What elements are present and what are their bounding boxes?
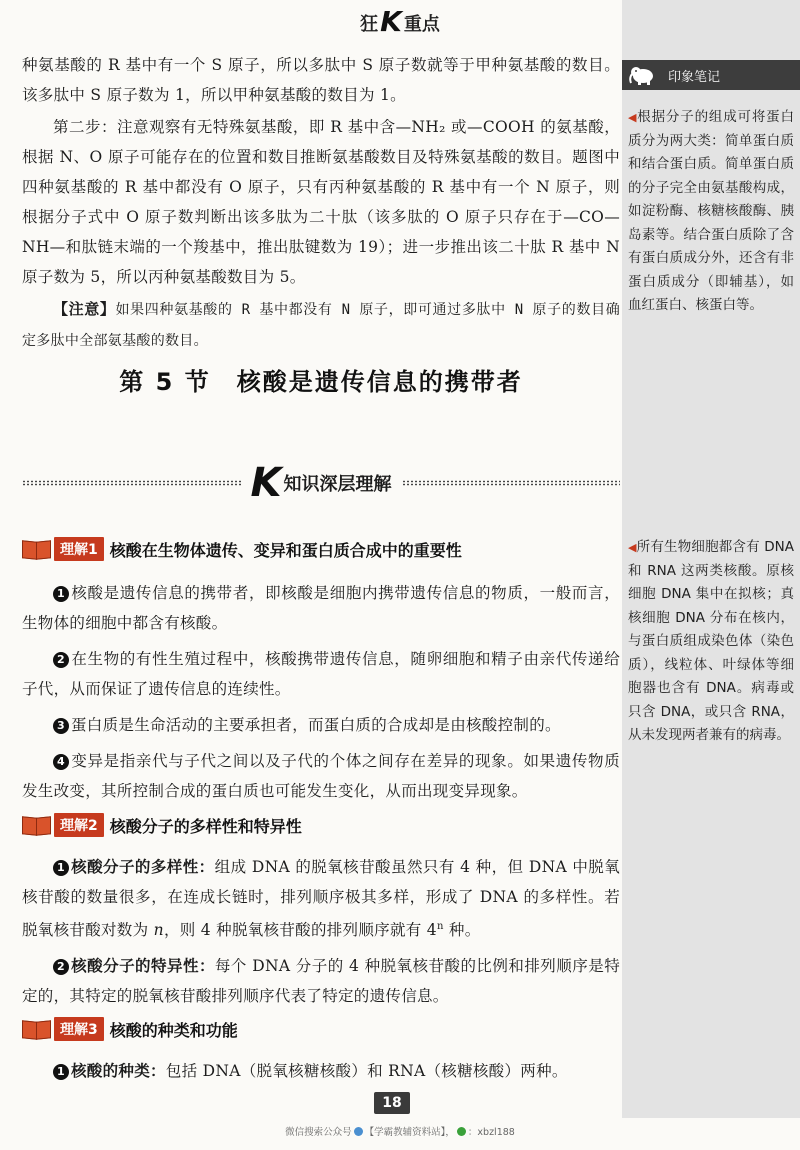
- section-title: [22, 362, 620, 397]
- understanding-title: 核酸在生物体遗传、变异和蛋白质合成中的重要性: [109, 540, 462, 560]
- book-icon: [22, 1019, 50, 1039]
- sidebar-note-nucleic-acid-text: 所有生物细胞都含有 DNA 和 RNA 这两类核酸。原核细胞 DNA 集中在拟核；真核细胞 DNA 分布在核内，与蛋白质组成染色体（染色质），线粒体、叶绿体等细胞器也含有 DNA。病毒或只含 DNA，或只含 RNA，从未发现两者兼有的病毒。: [628, 539, 794, 743]
- sidebar-note-protein: [628, 106, 794, 318]
- knowledge-banner: [22, 460, 620, 506]
- list-item-text: 蛋白质是生命活动的主要承担者，而蛋白质的合成却是由核酸控制的。: [71, 716, 561, 734]
- list-item: [22, 951, 620, 1011]
- brand-right: 重点: [403, 14, 440, 35]
- paragraph: 第二步：注意观察有无特殊氨基酸，即 R 基中含—NH₂ 或—COOH 的氨基酸，根据 N、O 原子可能存在的位置和数目推断氨基酸数目及特殊氨基酸的数目。题图中四种氨基酸的 R 基中都没有 O 原子，只有丙种氨基酸的 R 基中有一个 N 原子，则根据分子式中 O 原子数判断出该多肽为二十肽（该多肽的 O 原子只存在于—CO—NH—和肽链末端的一个羧基中，推出肽键数为 19）；进一步推出该二十肽 R 基中 N 原子数为 5，所以丙种氨基酸数目为 5。: [22, 118, 620, 286]
- book-icon: [22, 815, 50, 835]
- main-intro: [22, 50, 620, 356]
- footer-watermark: [0, 1124, 800, 1138]
- brand-left: 狂: [360, 14, 379, 35]
- list-item: [22, 578, 620, 638]
- knowledge-banner-title: [250, 460, 392, 506]
- list-item: [22, 746, 620, 806]
- number-badge: 1: [53, 1064, 69, 1080]
- lead-text: 核酸的种类：: [71, 1062, 166, 1080]
- page-header: [0, 5, 800, 42]
- sidebar-title: 印象笔记: [668, 69, 721, 85]
- elephant-icon: [628, 64, 658, 86]
- paragraph: 种氨基酸的 R 基中有一个 S 原子，所以多肽中 S 原子数就等于甲种氨基酸的数目。该多肽中 S 原子数为 1，所以甲种氨基酸的数目为 1。: [22, 56, 620, 104]
- list-item-text: 每个 DNA 分子的 4 种脱氧核苷酸的比例和排列顺序是特定的，其特定的脱氧核苷酸排列顺序代表了特定的遗传信息。: [22, 957, 620, 1006]
- list-item-text: 种。: [443, 921, 481, 940]
- wechat-icon: [457, 1127, 466, 1136]
- lead-text: 核酸分子的特异性：: [71, 957, 215, 976]
- understanding-title: 核酸分子的多样性和特异性: [109, 816, 302, 836]
- section-number: 第 5 节: [119, 368, 211, 396]
- number-badge: 2: [53, 959, 69, 975]
- dotted-rule: [402, 480, 621, 486]
- understanding-3-heading: [22, 1016, 620, 1042]
- understanding-1-body: [22, 578, 620, 806]
- note-paragraph: [22, 294, 620, 356]
- sidebar-note-nucleic-acid: [628, 536, 794, 748]
- list-item-text: 组成 DNA 的脱氧核苷酸虽然只有 4 种，但 DNA 中脱氧核苷酸的数量很多，在连成长链时，排列顺序极其多样，形成了 DNA 的多样性。若脱氧核苷酸对数为: [22, 858, 621, 940]
- footer-text: 微信搜索公众号: [285, 1127, 352, 1138]
- understanding-2-heading: [22, 812, 620, 838]
- number-badge: 2: [53, 652, 69, 668]
- section-name: 核酸是遗传信息的携带者: [236, 368, 523, 396]
- superscript: n: [436, 921, 444, 932]
- footer-text: ：xbzl188: [467, 1127, 515, 1138]
- list-item: [22, 1056, 620, 1086]
- triangle-left-icon: ◀: [628, 541, 637, 554]
- understanding-badge: 理解3: [54, 1017, 104, 1041]
- list-item: [22, 852, 620, 945]
- list-item-text: 包括 DNA（脱氧核糖核酸）和 RNA（核糖核酸）两种。: [165, 1062, 568, 1080]
- brand-logo: [360, 5, 440, 38]
- list-item-text: 变异是指亲代与子代之间以及子代的个体之间存在差异的现象。如果遗传物质发生改变，其所控制合成的蛋白质也可能发生变化，从而出现变异现象。: [22, 752, 620, 800]
- lead-text: 核酸分子的多样性：: [71, 858, 215, 876]
- book-icon: [22, 539, 50, 559]
- understanding-3-body: [22, 1056, 620, 1086]
- understanding-badge: 理解2: [54, 813, 104, 837]
- number-badge: 3: [53, 718, 69, 734]
- sidebar-header: [622, 60, 800, 90]
- list-item: [22, 710, 620, 740]
- understanding-badge: 理解1: [54, 537, 104, 561]
- brand-k: K: [380, 5, 402, 38]
- understanding-title: 核酸的种类和功能: [109, 1020, 238, 1040]
- understanding-2-body: [22, 852, 620, 1011]
- list-item: [22, 644, 620, 704]
- triangle-left-icon: ◀: [628, 111, 638, 124]
- variable: n: [153, 921, 164, 940]
- list-item-text: ，则 4 种脱氧核苷酸的排列顺序就有 4: [163, 921, 437, 940]
- number-badge: 1: [53, 586, 69, 602]
- understanding-1-heading: [22, 536, 620, 562]
- page-number: 18: [374, 1092, 410, 1114]
- note-label: 【注意】: [53, 300, 116, 318]
- number-badge: 1: [53, 860, 69, 876]
- list-item-text: 核酸是遗传信息的携带者，即核酸是细胞内携带遗传信息的物质，一般而言，生物体的细胞中都含有核酸。: [22, 584, 620, 632]
- search-icon: [354, 1127, 363, 1136]
- note-text: 如果四种氨基酸的 R 基中都没有 N 原子，即可通过多肽中 N 原子的数目确定多肽中全部氨基酸的数目。: [22, 302, 620, 349]
- k-logo-icon: K: [250, 460, 282, 506]
- sidebar-note-protein-text: 根据分子的组成可将蛋白质分为两大类：简单蛋白质和结合蛋白质。简单蛋白质的分子完全由氨基酸构成，如淀粉酶、核糖核酸酶、胰岛素等。结合蛋白质除了含有蛋白质成分外，还含有非蛋白质成分（即辅基），如血红蛋白、核蛋白等。: [628, 109, 794, 313]
- knowledge-banner-label: 知识深层理解: [283, 474, 392, 495]
- dotted-rule: [22, 480, 241, 486]
- list-item-text: 在生物的有性生殖过程中，核酸携带遗传信息，随卵细胞和精子由亲代传递给子代，从而保证了遗传信息的连续性。: [22, 650, 620, 698]
- footer-text: 【学霸教辅资料站】，: [364, 1127, 455, 1138]
- number-badge: 4: [53, 754, 69, 770]
